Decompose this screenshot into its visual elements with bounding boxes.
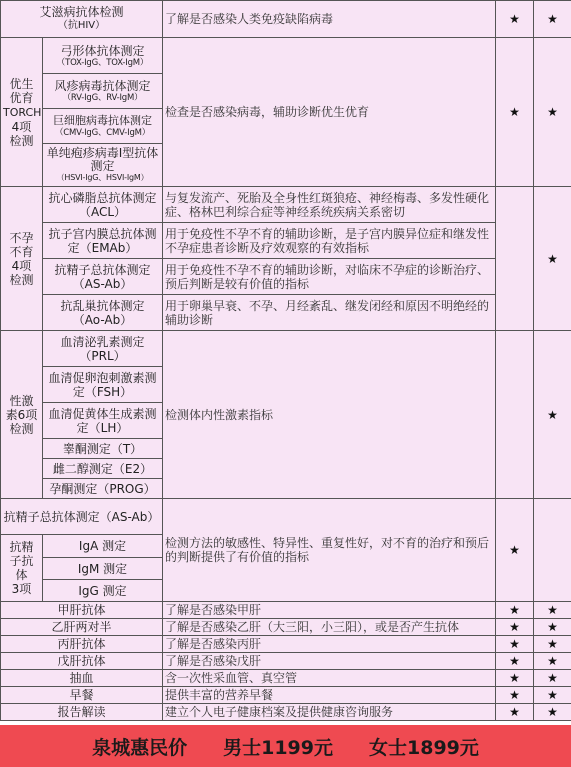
male-star: ★ <box>496 653 534 670</box>
category-hormone: 性激 素6项 检测 <box>1 331 43 499</box>
item-description: 与复发流产、死胎及全身性红斑狼疮、神经梅毒、多发性硬化症、格林巴利综合症等神经系统疾病关系密切 <box>163 187 496 223</box>
item-name: 乙肝两对半 <box>1 619 163 636</box>
banner-title: 泉城惠民价 <box>92 736 188 759</box>
item-name: 艾滋病抗体检测 <box>39 5 124 19</box>
item-name: 单纯疱疹病毒Ⅰ型抗体测定 <box>46 146 159 173</box>
female-star: ★ <box>534 704 571 721</box>
table-row <box>1 38 571 74</box>
item-code: （抗HIV） <box>57 20 106 31</box>
item-name: 戊肝抗体 <box>1 653 163 670</box>
item-name: 弓形体抗体测定 <box>60 43 145 58</box>
female-star: ★ <box>534 619 571 636</box>
item-name: 抽血 <box>1 670 163 687</box>
item-name: 抗精子总抗体测定（AS-Ab） <box>1 499 163 535</box>
male-star <box>496 187 534 331</box>
female-price: 女士1899元 <box>369 736 479 759</box>
table-row <box>1 1 571 38</box>
item-name: 风疹病毒抗体测定 <box>54 79 151 93</box>
item-name: 血清促黄体生成素测定（LH） <box>43 403 163 439</box>
item-description: 提供丰富的营养早餐 <box>163 687 496 704</box>
item-description: 检测方法的敏感性、特异性、重复性好，对不育的治疗和预后的判断提供了有价值的指标 <box>163 499 496 602</box>
table-row <box>1 653 571 670</box>
item-name: 抗精子总抗体测定（AS-Ab） <box>43 259 163 295</box>
table-row <box>1 636 571 653</box>
table-row <box>1 602 571 619</box>
item-description: 检测体内性激素指标 <box>163 331 496 499</box>
table-row <box>1 619 571 636</box>
male-star: ★ <box>496 636 534 653</box>
table-row <box>1 187 571 223</box>
item-name: 抗子宫内膜总抗体测定（EMAb） <box>43 223 163 259</box>
item-name: 抗心磷脂总抗体测定（ACL） <box>43 187 163 223</box>
female-star: ★ <box>534 602 571 619</box>
male-star: ★ <box>496 687 534 704</box>
item-name: 血清泌乳素测定（PRL） <box>43 331 163 367</box>
female-star <box>534 499 571 602</box>
item-name: 早餐 <box>1 687 163 704</box>
item-description: 建立个人电子健康档案及提供健康咨询服务 <box>163 704 496 721</box>
item-name: 丙肝抗体 <box>1 636 163 653</box>
female-star: ★ <box>534 331 571 499</box>
female-star: ★ <box>534 653 571 670</box>
item-code: （HSVI-IgG、HSVI-IgM） <box>56 173 149 182</box>
table-row <box>1 670 571 687</box>
male-star: ★ <box>496 38 534 187</box>
item-description: 含一次性采血管、真空管 <box>163 670 496 687</box>
male-star <box>496 331 534 499</box>
price-banner <box>0 725 571 767</box>
item-name: IgA 测定 <box>43 535 163 558</box>
item-description: 了解是否感染人类免疫缺陷病毒 <box>163 1 496 38</box>
item-description: 了解是否感染乙肝（大三阳，小三阳），或是否产生抗体 <box>163 619 496 636</box>
item-name: 血清促卵泡刺激素测定（FSH） <box>43 367 163 403</box>
item-description: 了解是否感染戊肝 <box>163 653 496 670</box>
category-torch: 优生 优育 TORCH 4项 检测 <box>1 38 43 187</box>
item-code: （TOX-IgG、TOX-IgM） <box>56 57 149 68</box>
table-row <box>1 687 571 704</box>
item-description: 用于免疫性不孕不育的辅助诊断，是子宫内膜异位症和继发性不孕症患者诊断及疗效观察的有效指标 <box>163 223 496 259</box>
item-name: 报告解读 <box>1 704 163 721</box>
female-star: ★ <box>534 38 571 187</box>
item-name: IgG 测定 <box>43 580 163 602</box>
female-star: ★ <box>534 687 571 704</box>
table-row <box>1 259 571 295</box>
table-row <box>1 295 571 331</box>
table-row <box>1 331 571 367</box>
male-star: ★ <box>496 499 534 602</box>
item-description: 了解是否感染丙肝 <box>163 636 496 653</box>
item-name: 巨细胞病毒抗体测定 <box>53 114 152 127</box>
item-name: 睾酮测定（T） <box>43 439 163 459</box>
item-name: 甲肝抗体 <box>1 602 163 619</box>
male-star: ★ <box>496 704 534 721</box>
item-description: 用于免疫性不孕不育的辅助诊断，对临床不孕症的诊断治疗、预后判断是较有价值的指标 <box>163 259 496 295</box>
item-name: 孕酮测定（PROG） <box>43 479 163 499</box>
female-star: ★ <box>534 670 571 687</box>
female-star: ★ <box>534 1 571 38</box>
table-row <box>1 704 571 721</box>
item-code: （RV-IgG、RV-IgM） <box>62 93 143 103</box>
male-price: 男士1199元 <box>223 736 333 759</box>
female-star: ★ <box>534 187 571 331</box>
item-description: 检查是否感染病毒，辅助诊断优生优育 <box>163 38 496 187</box>
table-row <box>1 223 571 259</box>
category-infertility: 不孕 不育 4项 检测 <box>1 187 43 331</box>
male-star: ★ <box>496 619 534 636</box>
category-sperm: 抗精 子抗 体 3项 <box>1 535 43 602</box>
item-name: 雌二醇测定（E2） <box>43 459 163 479</box>
item-description: 了解是否感染甲肝 <box>163 602 496 619</box>
male-star: ★ <box>496 1 534 38</box>
item-name: IgM 测定 <box>43 558 163 580</box>
item-description: 用于卵巢早衰、不孕、月经紊乱、继发闭经和原因不明绝经的辅助诊断 <box>163 295 496 331</box>
item-code: （CMV-IgG、CMV-IgM） <box>54 128 151 138</box>
male-star: ★ <box>496 670 534 687</box>
item-name: 抗乱巢抗体测定（Ao-Ab） <box>43 295 163 331</box>
female-star: ★ <box>534 636 571 653</box>
table-row <box>1 499 571 535</box>
male-star: ★ <box>496 602 534 619</box>
